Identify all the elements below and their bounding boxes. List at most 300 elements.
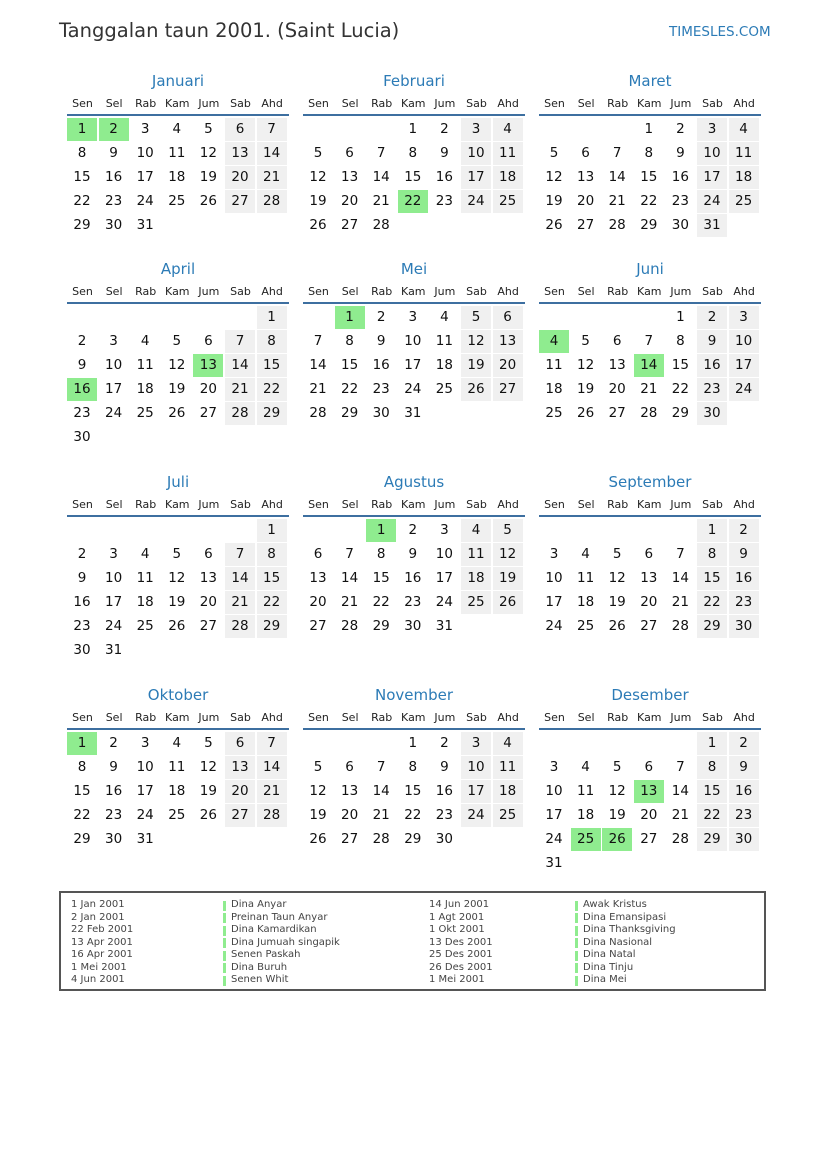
day-cell: 13 bbox=[577, 169, 595, 185]
day-cell: 12 bbox=[608, 570, 626, 586]
day-cell: 10 bbox=[461, 142, 491, 165]
day-cell: 20 bbox=[225, 780, 255, 803]
day-cell: 12 bbox=[577, 357, 595, 373]
day-cell: 11 bbox=[435, 333, 453, 349]
day-cell: 19 bbox=[577, 381, 595, 397]
day-cell: 29 bbox=[257, 402, 287, 425]
holiday-color-marker bbox=[575, 926, 578, 936]
day-cell: 21 bbox=[341, 594, 359, 610]
day-cell: 10 bbox=[435, 546, 453, 562]
day-cell: 30 bbox=[404, 618, 422, 634]
day-cell: 7 bbox=[225, 543, 255, 566]
day-cell: 20 bbox=[309, 594, 327, 610]
site-link[interactable]: TIMESLES.COM bbox=[669, 24, 771, 40]
day-cell: 3 bbox=[461, 732, 491, 755]
day-cell: 4 bbox=[493, 118, 523, 141]
day-cell: 27 bbox=[640, 618, 658, 634]
day-cell: 1 bbox=[408, 735, 418, 751]
day-cell: 27 bbox=[199, 618, 217, 634]
day-cell: 5 bbox=[461, 306, 491, 329]
day-cell: 8 bbox=[697, 543, 727, 566]
day-cell: 28 bbox=[640, 405, 658, 421]
day-cell: 12 bbox=[199, 759, 217, 775]
header-rule bbox=[303, 515, 525, 517]
day-cell: 3 bbox=[549, 759, 559, 775]
day-cell: 30 bbox=[105, 217, 123, 233]
day-cell: 24 bbox=[435, 594, 453, 610]
month-name: Oktober bbox=[147, 686, 209, 704]
day-cell: 15 bbox=[697, 780, 727, 803]
day-cell: 9 bbox=[697, 330, 727, 353]
day-cell: 2 bbox=[697, 306, 727, 329]
day-cell: 17 bbox=[435, 570, 453, 586]
day-cell: 27 bbox=[577, 217, 595, 233]
day-cell: 28 bbox=[257, 190, 287, 213]
day-cell: 31 bbox=[136, 831, 154, 847]
day-cell: 31 bbox=[136, 217, 154, 233]
day-cell: 25 bbox=[435, 381, 453, 397]
day-cell: 15 bbox=[404, 783, 422, 799]
day-cell: 31 bbox=[545, 855, 563, 871]
legend-holiday-name: Dina Kamardikan bbox=[231, 924, 317, 935]
day-cell: 9 bbox=[109, 759, 118, 775]
weekday-header: Sel bbox=[105, 711, 123, 724]
weekday-header: Rab bbox=[607, 498, 629, 511]
day-cell: 16 bbox=[671, 169, 689, 185]
day-cell: 15 bbox=[372, 570, 390, 586]
day-cell: 16 bbox=[404, 570, 422, 586]
day-cell: 3 bbox=[461, 118, 491, 141]
day-cell: 28 bbox=[225, 615, 255, 638]
day-cell: 2 bbox=[676, 121, 685, 137]
day-cell: 19 bbox=[461, 354, 491, 377]
day-cell: 15 bbox=[341, 357, 359, 373]
month-name: Mei bbox=[400, 260, 428, 278]
day-cell: 17 bbox=[545, 807, 563, 823]
month-september bbox=[539, 473, 761, 683]
day-cell: 23 bbox=[729, 804, 759, 827]
day-cell: 23 bbox=[435, 193, 453, 209]
day-cell: 25 bbox=[168, 193, 186, 209]
legend-date: 1 Jan 2001 bbox=[71, 899, 125, 910]
day-cell: 13 bbox=[493, 330, 523, 353]
day-cell: 25 bbox=[168, 807, 186, 823]
header-rule bbox=[303, 302, 525, 304]
day-cell: 17 bbox=[136, 783, 154, 799]
weekday-header: Jum bbox=[434, 711, 456, 724]
day-cell: 24 bbox=[136, 193, 154, 209]
day-cell: 12 bbox=[199, 145, 217, 161]
day-cell: 8 bbox=[77, 759, 87, 775]
day-cell: 10 bbox=[697, 142, 727, 165]
day-cell: 21 bbox=[257, 166, 287, 189]
weekday-header: Kam bbox=[165, 711, 190, 724]
weekday-header: Jum bbox=[434, 97, 456, 110]
day-cell: 14 bbox=[225, 354, 255, 377]
day-cell: 26 bbox=[168, 405, 186, 421]
day-cell: 18 bbox=[435, 357, 453, 373]
holiday-color-marker bbox=[223, 963, 226, 973]
day-cell: 22 bbox=[257, 591, 287, 614]
day-cell: 18 bbox=[577, 594, 595, 610]
day-cell: 9 bbox=[77, 570, 87, 586]
day-cell: 9 bbox=[729, 756, 759, 779]
day-cell: 29 bbox=[697, 828, 727, 851]
day-cell: 15 bbox=[73, 169, 91, 185]
day-cell: 26 bbox=[577, 405, 595, 421]
day-cell: 11 bbox=[136, 570, 154, 586]
month-name: November bbox=[374, 686, 454, 704]
weekday-header: Sel bbox=[341, 711, 359, 724]
day-cell: 11 bbox=[168, 759, 186, 775]
day-cell: 22 bbox=[697, 591, 727, 614]
day-cell: 25 bbox=[577, 618, 595, 634]
legend-holiday-name: Senen Whit bbox=[231, 974, 289, 985]
day-cell: 20 bbox=[341, 193, 359, 209]
day-cell: 11 bbox=[545, 357, 563, 373]
day-cell: 3 bbox=[729, 306, 759, 329]
legend-holiday-name: Dina Buruh bbox=[231, 961, 288, 973]
legend-date: 1 Okt 2001 bbox=[429, 924, 485, 935]
holiday-day: 14 bbox=[634, 354, 664, 377]
day-cell: 26 bbox=[608, 618, 626, 634]
weekday-header: Sel bbox=[341, 498, 359, 511]
day-cell: 22 bbox=[73, 807, 91, 823]
day-cell: 7 bbox=[313, 333, 323, 349]
weekday-header: Ahd bbox=[261, 97, 283, 110]
day-cell: 14 bbox=[671, 570, 689, 586]
day-cell: 5 bbox=[549, 145, 559, 161]
day-cell: 21 bbox=[225, 378, 255, 401]
day-cell: 24 bbox=[404, 381, 422, 397]
month-februari bbox=[303, 72, 525, 282]
day-cell: 19 bbox=[309, 193, 327, 209]
weekday-header: Kam bbox=[401, 285, 426, 298]
weekday-header: Sen bbox=[72, 97, 93, 110]
day-cell: 4 bbox=[581, 759, 590, 775]
holiday-day: 13 bbox=[634, 780, 664, 803]
day-cell: 18 bbox=[136, 381, 154, 397]
day-cell: 19 bbox=[309, 807, 327, 823]
day-cell: 4 bbox=[581, 546, 590, 562]
weekday-header: Sen bbox=[308, 711, 329, 724]
day-cell: 8 bbox=[376, 546, 386, 562]
day-cell: 6 bbox=[225, 118, 255, 141]
day-cell: 8 bbox=[77, 145, 87, 161]
day-cell: 11 bbox=[577, 783, 595, 799]
month-maret bbox=[539, 72, 761, 282]
day-cell: 8 bbox=[644, 145, 654, 161]
day-cell: 12 bbox=[545, 169, 563, 185]
day-cell: 2 bbox=[440, 735, 449, 751]
day-cell: 22 bbox=[404, 807, 422, 823]
day-cell: 7 bbox=[612, 145, 622, 161]
day-cell: 29 bbox=[640, 217, 658, 233]
day-cell: 23 bbox=[73, 618, 91, 634]
day-cell: 15 bbox=[404, 169, 422, 185]
header-rule bbox=[539, 515, 761, 517]
day-cell: 29 bbox=[73, 217, 91, 233]
day-cell: 21 bbox=[608, 193, 626, 209]
day-cell: 23 bbox=[435, 807, 453, 823]
weekday-header: Ahd bbox=[497, 97, 519, 110]
day-cell: 29 bbox=[697, 615, 727, 638]
day-cell: 1 bbox=[644, 121, 654, 137]
day-cell: 12 bbox=[309, 783, 327, 799]
holiday-day: 13 bbox=[193, 354, 223, 377]
holiday-day: 25 bbox=[571, 828, 601, 851]
day-cell: 11 bbox=[729, 142, 759, 165]
day-cell: 28 bbox=[608, 217, 626, 233]
weekday-header: Kam bbox=[637, 97, 662, 110]
day-cell: 5 bbox=[204, 735, 213, 751]
holiday-color-marker bbox=[223, 901, 226, 911]
day-cell: 24 bbox=[461, 190, 491, 213]
day-cell: 29 bbox=[73, 831, 91, 847]
day-cell: 5 bbox=[204, 121, 213, 137]
day-cell: 31 bbox=[105, 642, 123, 658]
weekday-header: Jum bbox=[434, 498, 456, 511]
day-cell: 27 bbox=[608, 405, 626, 421]
weekday-header: Sab bbox=[466, 498, 487, 511]
day-cell: 22 bbox=[372, 594, 390, 610]
day-cell: 16 bbox=[73, 594, 91, 610]
day-cell: 6 bbox=[345, 145, 354, 161]
header-rule bbox=[303, 728, 525, 730]
weekday-header: Sen bbox=[544, 285, 565, 298]
day-cell: 21 bbox=[257, 780, 287, 803]
holiday-day: 26 bbox=[602, 828, 632, 851]
day-cell: 20 bbox=[640, 594, 658, 610]
day-cell: 29 bbox=[257, 615, 287, 638]
day-cell: 8 bbox=[408, 145, 418, 161]
legend-holiday-name: Awak Kristus bbox=[583, 899, 647, 910]
day-cell: 17 bbox=[545, 594, 563, 610]
day-cell: 4 bbox=[140, 546, 150, 562]
holiday-day: 22 bbox=[398, 190, 428, 213]
day-cell: 5 bbox=[172, 333, 182, 349]
day-cell: 24 bbox=[729, 378, 759, 401]
weekday-header: Sel bbox=[341, 97, 359, 110]
day-cell: 17 bbox=[404, 357, 422, 373]
day-cell: 26 bbox=[168, 618, 186, 634]
day-cell: 19 bbox=[608, 807, 626, 823]
day-cell: 3 bbox=[440, 522, 449, 538]
day-cell: 7 bbox=[257, 732, 287, 755]
day-cell: 2 bbox=[77, 333, 87, 349]
day-cell: 5 bbox=[581, 333, 590, 349]
day-cell: 20 bbox=[199, 381, 217, 397]
weekday-header: Kam bbox=[401, 498, 426, 511]
day-cell: 23 bbox=[671, 193, 689, 209]
day-cell: 27 bbox=[309, 618, 327, 634]
weekday-header: Kam bbox=[165, 285, 190, 298]
weekday-header: Ahd bbox=[497, 498, 519, 511]
weekday-header: Sab bbox=[466, 711, 487, 724]
day-cell: 5 bbox=[313, 759, 323, 775]
month-april bbox=[67, 260, 289, 470]
day-cell: 20 bbox=[493, 354, 523, 377]
day-cell: 14 bbox=[341, 570, 359, 586]
day-cell: 9 bbox=[77, 357, 87, 373]
day-cell: 6 bbox=[581, 145, 590, 161]
day-cell: 5 bbox=[612, 546, 622, 562]
month-juni bbox=[539, 260, 761, 470]
holiday-day: 1 bbox=[67, 732, 97, 755]
day-cell: 15 bbox=[640, 169, 658, 185]
day-cell: 12 bbox=[461, 330, 491, 353]
month-januari bbox=[67, 72, 289, 282]
legend-date: 26 Des 2001 bbox=[429, 961, 493, 973]
day-cell: 17 bbox=[461, 780, 491, 803]
day-cell: 24 bbox=[545, 831, 563, 847]
weekday-header: Sel bbox=[105, 97, 123, 110]
month-desember bbox=[539, 686, 761, 896]
day-cell: 21 bbox=[372, 807, 390, 823]
month-name: April bbox=[160, 260, 196, 278]
day-cell: 30 bbox=[435, 831, 453, 847]
day-cell: 28 bbox=[257, 804, 287, 827]
day-cell: 1 bbox=[697, 732, 727, 755]
day-cell: 27 bbox=[341, 831, 359, 847]
weekday-header: Sen bbox=[544, 498, 565, 511]
day-cell: 14 bbox=[608, 169, 626, 185]
day-cell: 18 bbox=[545, 381, 563, 397]
weekday-header: Sen bbox=[72, 711, 93, 724]
day-cell: 18 bbox=[493, 780, 523, 803]
day-cell: 5 bbox=[493, 519, 523, 542]
day-cell: 16 bbox=[435, 783, 453, 799]
weekday-header: Sab bbox=[230, 711, 251, 724]
day-cell: 30 bbox=[372, 405, 390, 421]
day-cell: 20 bbox=[577, 193, 595, 209]
day-cell: 23 bbox=[105, 193, 123, 209]
day-cell: 26 bbox=[309, 217, 327, 233]
day-cell: 10 bbox=[105, 357, 123, 373]
day-cell: 23 bbox=[729, 591, 759, 614]
weekday-header: Sen bbox=[72, 285, 93, 298]
legend-holiday-name: Dina Emansipasi bbox=[583, 911, 667, 923]
day-cell: 21 bbox=[225, 591, 255, 614]
weekday-header: Sen bbox=[544, 97, 565, 110]
weekday-header: Rab bbox=[607, 711, 629, 724]
day-cell: 18 bbox=[168, 169, 186, 185]
month-agustus bbox=[303, 473, 525, 683]
day-cell: 16 bbox=[105, 169, 123, 185]
weekday-header: Ahd bbox=[497, 711, 519, 724]
day-cell: 16 bbox=[729, 567, 759, 590]
day-cell: 4 bbox=[440, 309, 449, 325]
day-cell: 13 bbox=[608, 357, 626, 373]
day-cell: 14 bbox=[372, 169, 390, 185]
holiday-color-marker bbox=[223, 951, 226, 961]
weekday-header: Sab bbox=[702, 711, 723, 724]
day-cell: 18 bbox=[577, 807, 595, 823]
day-cell: 17 bbox=[136, 169, 154, 185]
day-cell: 7 bbox=[676, 759, 685, 775]
weekday-header: Kam bbox=[401, 711, 426, 724]
legend-date: 2 Jan 2001 bbox=[71, 911, 125, 923]
weekday-header: Sen bbox=[544, 711, 565, 724]
day-cell: 2 bbox=[408, 522, 418, 538]
weekday-header: Kam bbox=[637, 498, 662, 511]
day-cell: 30 bbox=[729, 615, 759, 638]
day-cell: 19 bbox=[168, 594, 186, 610]
day-cell: 19 bbox=[199, 169, 217, 185]
day-cell: 17 bbox=[105, 594, 123, 610]
day-cell: 14 bbox=[309, 357, 327, 373]
day-cell: 8 bbox=[257, 543, 287, 566]
day-cell: 5 bbox=[313, 145, 323, 161]
day-cell: 3 bbox=[140, 121, 150, 137]
day-cell: 9 bbox=[408, 546, 418, 562]
header-rule bbox=[303, 114, 525, 116]
legend-holiday-name: Dina Jumuah singapik bbox=[231, 936, 340, 948]
day-cell: 9 bbox=[440, 145, 449, 161]
month-name: Januari bbox=[151, 72, 205, 90]
weekday-header: Jum bbox=[670, 711, 692, 724]
day-cell: 16 bbox=[435, 169, 453, 185]
header-rule bbox=[67, 114, 289, 116]
day-cell: 6 bbox=[493, 306, 523, 329]
weekday-header: Rab bbox=[607, 285, 629, 298]
day-cell: 12 bbox=[168, 357, 186, 373]
day-cell: 6 bbox=[612, 333, 622, 349]
header-rule bbox=[539, 302, 761, 304]
day-cell: 9 bbox=[676, 145, 685, 161]
weekday-header: Sab bbox=[702, 97, 723, 110]
weekday-header: Ahd bbox=[261, 711, 283, 724]
day-cell: 28 bbox=[309, 405, 327, 421]
holiday-day: 2 bbox=[99, 118, 129, 141]
day-cell: 4 bbox=[172, 735, 182, 751]
day-cell: 24 bbox=[697, 190, 727, 213]
legend-date: 14 Jun 2001 bbox=[429, 899, 490, 910]
day-cell: 14 bbox=[257, 142, 287, 165]
day-cell: 26 bbox=[309, 831, 327, 847]
day-cell: 10 bbox=[545, 570, 563, 586]
day-cell: 17 bbox=[729, 354, 759, 377]
day-cell: 3 bbox=[140, 735, 150, 751]
day-cell: 7 bbox=[376, 759, 386, 775]
weekday-header: Sel bbox=[577, 285, 595, 298]
weekday-header: Sab bbox=[230, 97, 251, 110]
day-cell: 20 bbox=[341, 807, 359, 823]
day-cell: 27 bbox=[640, 831, 658, 847]
weekday-header: Sen bbox=[308, 97, 329, 110]
day-cell: 16 bbox=[372, 357, 390, 373]
day-cell: 9 bbox=[440, 759, 449, 775]
day-cell: 2 bbox=[376, 309, 386, 325]
weekday-header: Sen bbox=[72, 498, 93, 511]
day-cell: 20 bbox=[225, 166, 255, 189]
day-cell: 22 bbox=[73, 193, 91, 209]
day-cell: 2 bbox=[729, 519, 759, 542]
day-cell: 13 bbox=[225, 142, 255, 165]
day-cell: 10 bbox=[461, 756, 491, 779]
day-cell: 30 bbox=[73, 429, 91, 445]
day-cell: 7 bbox=[257, 118, 287, 141]
day-cell: 21 bbox=[640, 381, 658, 397]
weekday-header: Ahd bbox=[733, 498, 755, 511]
legend-date: 25 Des 2001 bbox=[429, 949, 493, 960]
day-cell: 7 bbox=[676, 546, 685, 562]
header-rule bbox=[67, 302, 289, 304]
page-title: Tanggalan taun 2001. (Saint Lucia) bbox=[59, 19, 400, 42]
day-cell: 8 bbox=[676, 333, 685, 349]
legend-holiday-name: Dina Mei bbox=[583, 974, 627, 985]
legend-date: 16 Apr 2001 bbox=[71, 949, 133, 960]
